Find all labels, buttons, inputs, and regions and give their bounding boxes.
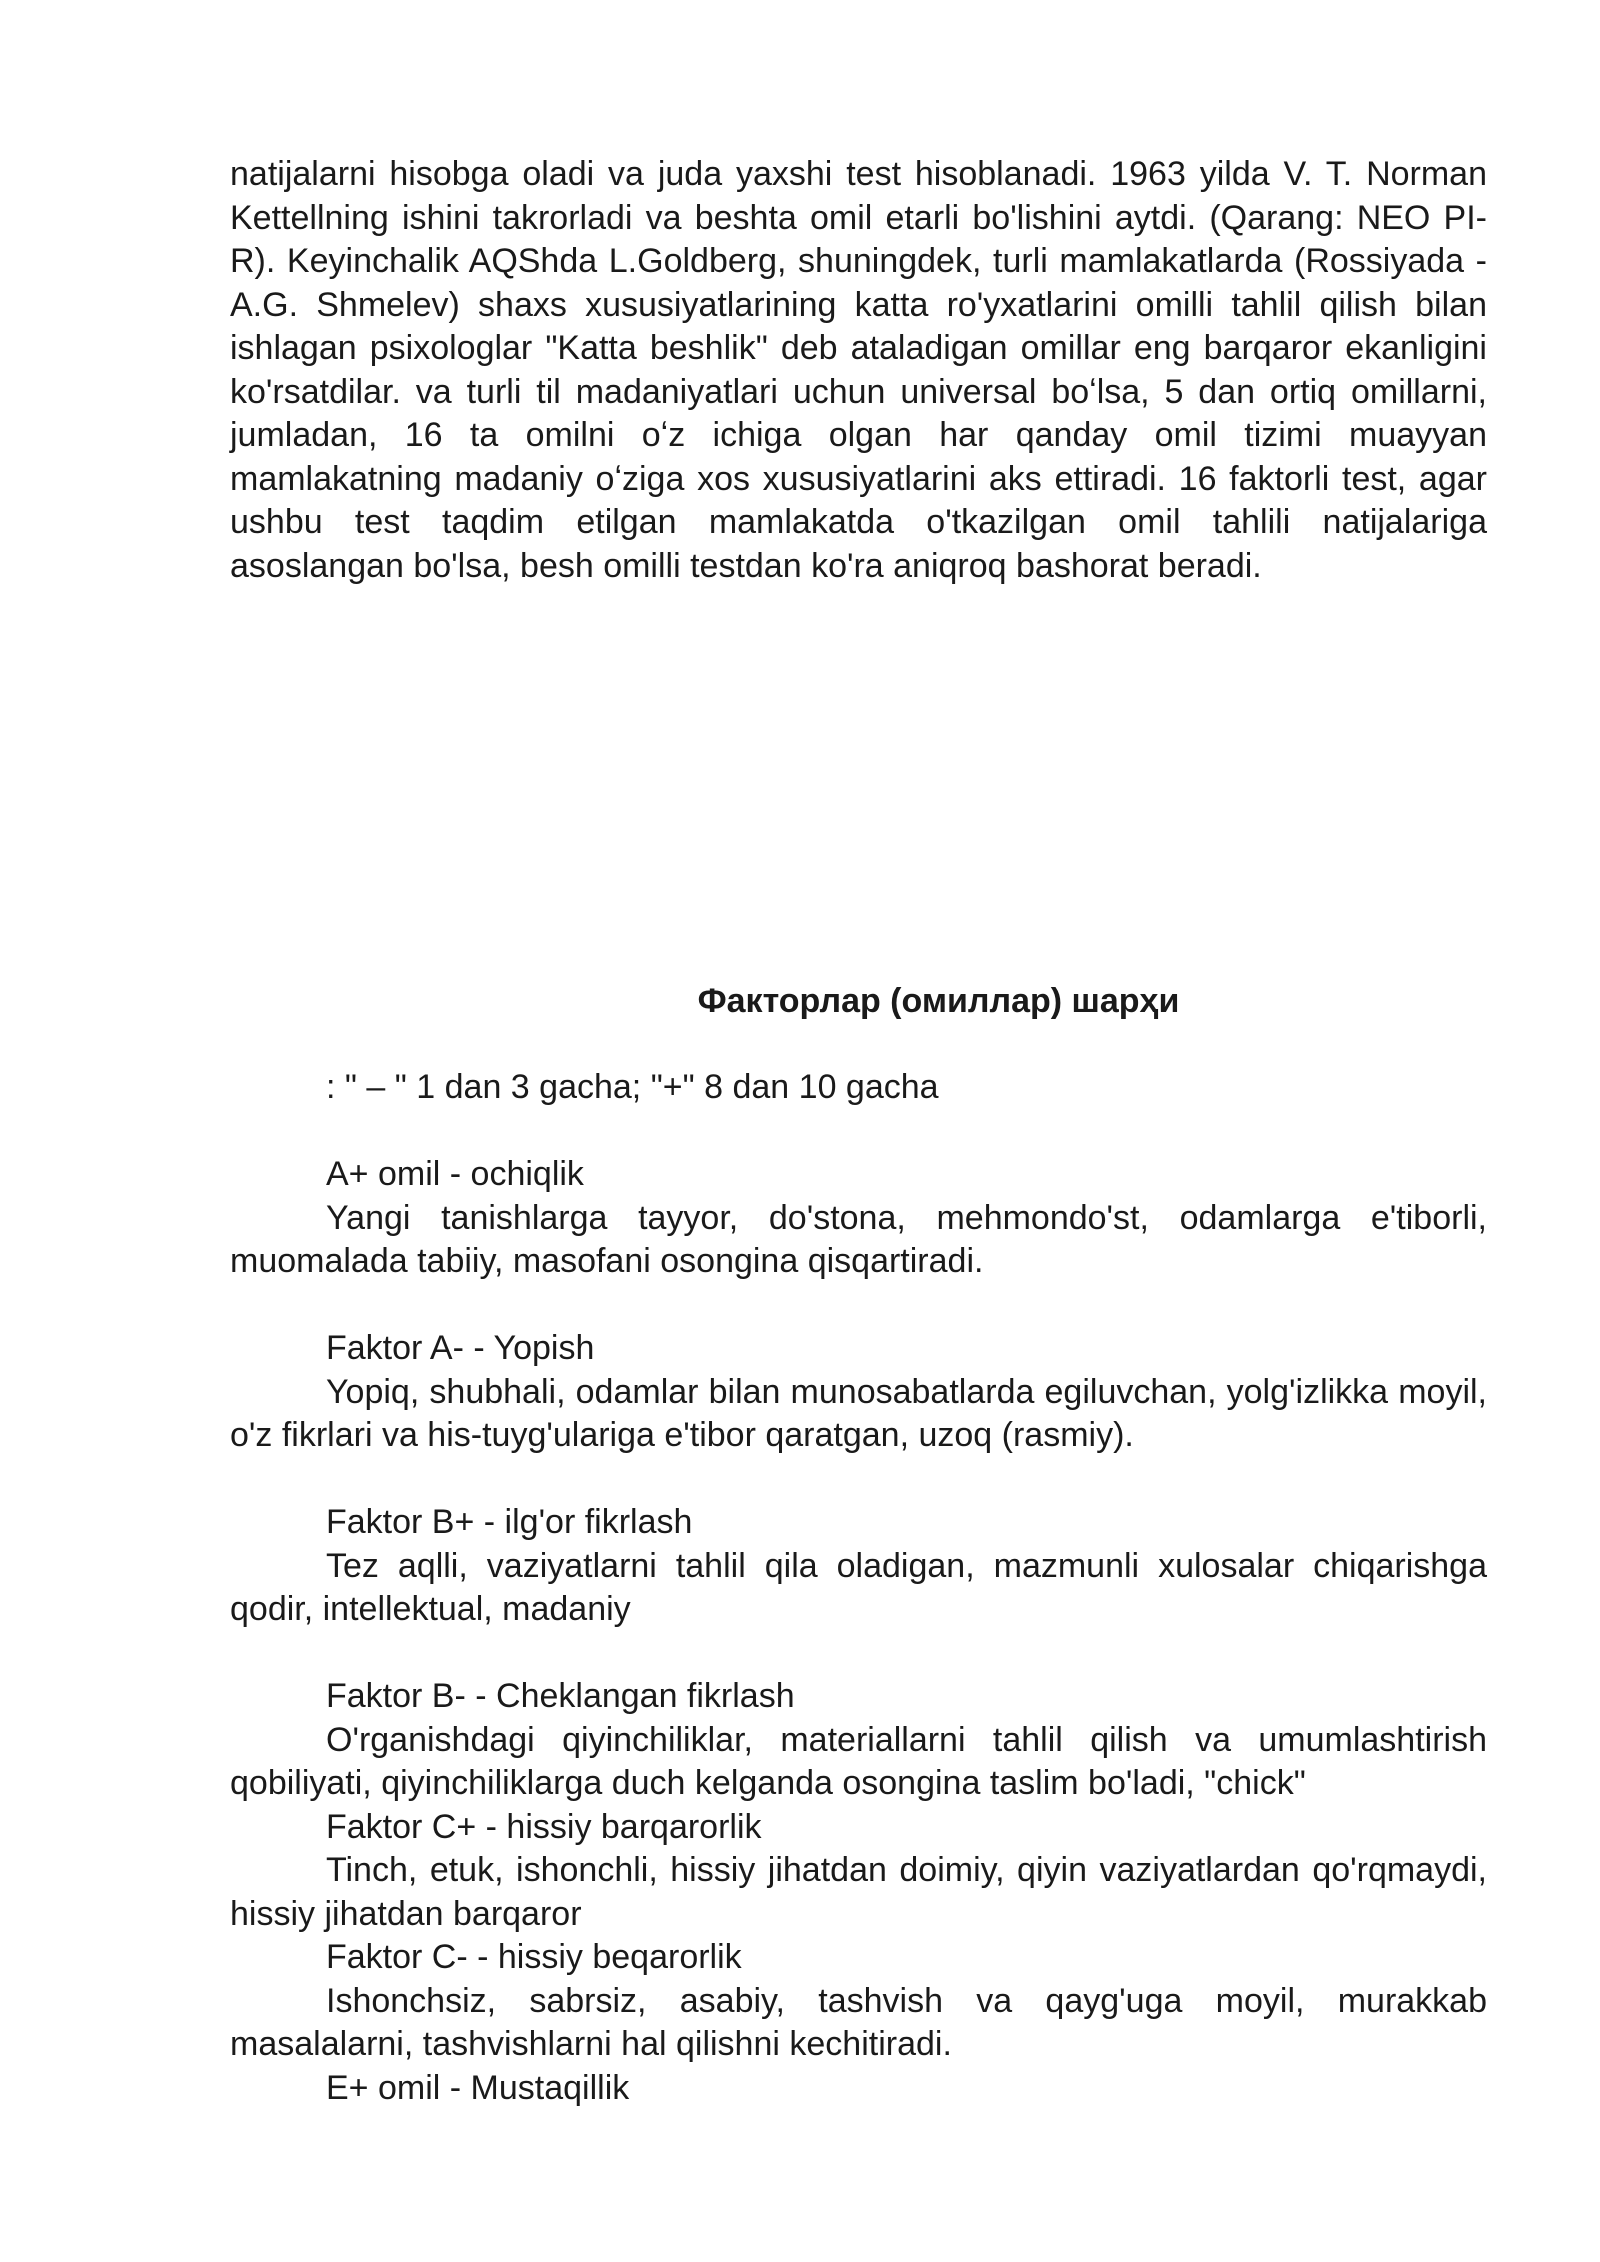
intro-paragraph: natijalarni hisobga oladi va juda yaxshi test hisoblanadi. 1963 yilda V. T. Norman Kettellning ishini takrorladi va beshta omil etarli bo'lishini aytdi. (Qarang: NEO PI-R). Keyinchalik AQShda L.Goldberg, shuningdek, turli mamlakatlarda (Rossiyada - A.G. Shmelev) shaxs xususiyatlarining katta ro'yxatlarini omilli tahlil qilish bilan ishlagan psixologlar "Katta beshlik" deb ataladigan omillar eng barqaror ekanligini ko'rsatdilar. va turli til madaniyatlari uchun universal boʻlsa, 5 dan ortiq omillarni, jumladan, 16 ta omilni oʻz ichiga olgan har qanday omil tizimi muayyan mamlakatning madaniy oʻziga xos xususiyatlarini aks ettiradi. 16 faktorli test, agar ushbu test taqdim etilgan mamlakatda o'tkazilgan omil tahlili natijalariga asoslangan bo'lsa, besh omilli testdan ko'ra aniqroq bashorat beradi. <box>230 155 1487 585</box>
scale-note: : " – " 1 dan 3 gacha; "+" 8 dan 10 gacha <box>326 1068 939 1106</box>
spacer <box>230 1458 1487 1502</box>
factor-description: Tinch, etuk, ishonchli, hissiy jihatdan doimiy, qiyin vaziyatlardan qo'rqmaydi, hissiy jihatdan barqaror <box>230 1851 1487 1933</box>
factor-description: Yangi tanishlarga tayyor, do'stona, mehmondo'st, odamlarga e'tiborli, muomalada tabiiy, masofani osongina qisqartiradi. <box>230 1198 1487 1280</box>
factor-description: O'rganishdagi qiyinchiliklar, materiallarni tahlil qilish va umumlashtirish qobiliyati, qiyinchiliklarga duch kelganda osongina taslim bo'ladi, "chick" <box>230 1720 1487 1802</box>
factor-description: Ishonchsiz, sabrsiz, asabiy, tashvish va qayg'uga moyil, murakkab masalalarni, tashvishlarni hal qilishni kechitiradi. <box>230 1981 1487 2063</box>
factor-title: Faktor B- - Cheklangan fikrlash <box>326 1677 795 1715</box>
factor-description: Tez aqlli, vaziyatlarni tahlil qila oladigan, mazmunli xulosalar chiqarishga qodir, intellektual, madaniy <box>230 1546 1487 1628</box>
factor-title: A+ omil - ochiqlik <box>326 1155 584 1193</box>
factor-title: Faktor C- - hissiy beqarorlik <box>326 1938 742 1976</box>
factor-title: Faktor C+ - hissiy barqarorlik <box>326 1807 762 1846</box>
factor-title: Faktor A- - Yopish <box>326 1329 595 1367</box>
spacer <box>230 1110 1487 1154</box>
factor-title: Faktor B+ - ilg'or fikrlash <box>326 1503 693 1541</box>
section-heading: Факторлар (омиллар) шарҳи <box>697 982 1180 1020</box>
factor-description: Yopiq, shubhali, odamlar bilan munosabatlarda egiluvchan, yolg'izlikka moyil, o'z fikrlari va his-tuyg'ulariga e'tibor qaratgan, uzoq (rasmiy). <box>230 1372 1487 1454</box>
factors-section <box>230 1066 1487 2110</box>
spacer <box>230 1632 1487 1676</box>
factor-title: E+ omil - Mustaqillik <box>326 2068 630 2107</box>
spacer <box>230 1284 1487 1328</box>
